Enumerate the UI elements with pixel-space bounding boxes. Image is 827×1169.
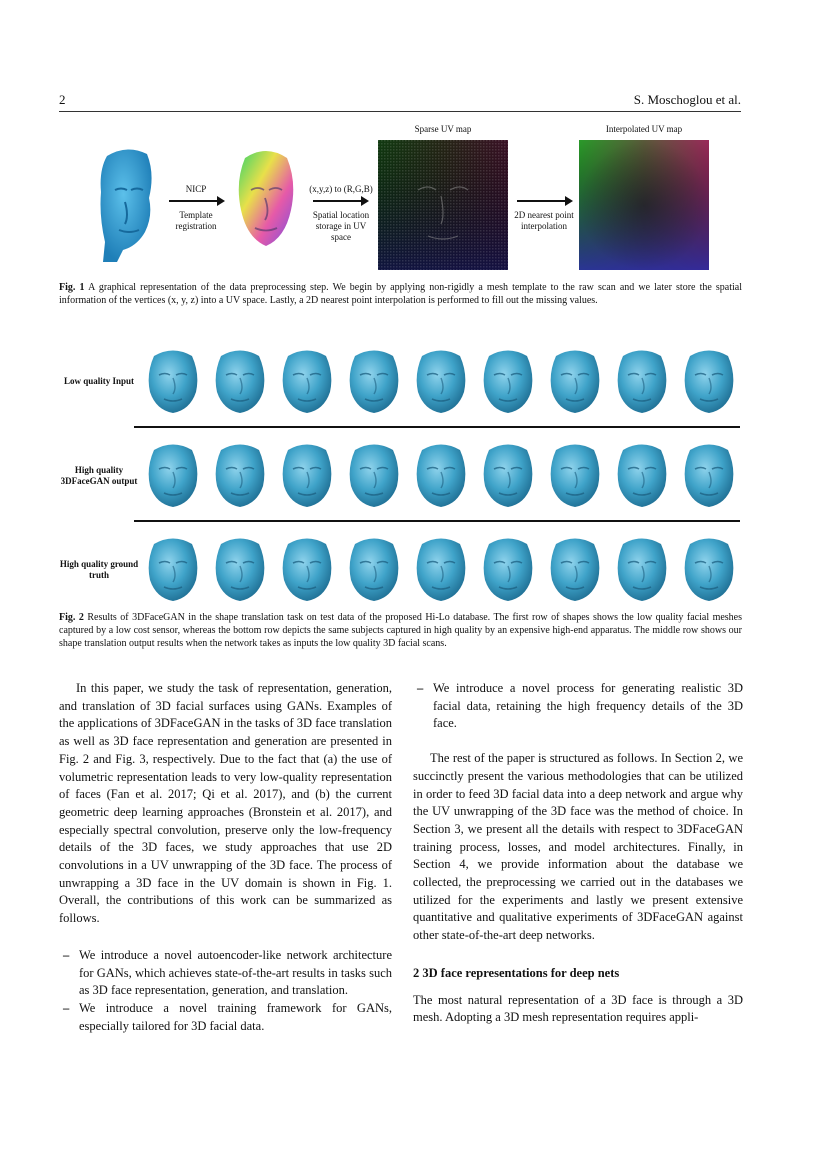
low-quality-face [481, 348, 535, 414]
ground-truth-face [213, 536, 267, 602]
low-quality-face [347, 348, 401, 414]
arrow3-line [517, 200, 567, 202]
gan-output-face [481, 442, 535, 508]
figure-2-label: Fig. 2 [59, 612, 84, 623]
ground-truth-face [347, 536, 401, 602]
header-rule [59, 111, 741, 112]
arrow3-bottom-label: 2D nearest point interpolation [514, 210, 574, 231]
figure-1-caption-text: A graphical representation of the data preprocessing step. We begin by applying non-rigidly a mesh template to the raw scan and we later store the spatial information of the vertices (x, y, z) into a UV space. Lastly, a 2D nearest point interpolation is performed to fill out the missing values. [59, 282, 742, 306]
ground-truth-face [615, 536, 669, 602]
page-number: 2 [59, 92, 66, 107]
arrow2-line [313, 200, 363, 202]
ground-truth-face [548, 536, 602, 602]
arrow1-bottom-label: Template registration [175, 210, 217, 231]
right-column [413, 680, 743, 1027]
ground-truth-face [682, 536, 736, 602]
row-label-gan-output: High quality 3DFaceGAN output [60, 465, 138, 486]
row-label-ground-truth: High quality ground truth [59, 559, 139, 580]
gan-output-face [213, 442, 267, 508]
low-quality-face [280, 348, 334, 414]
figure-1-label: Fig. 1 [59, 282, 85, 293]
ground-truth-face [481, 536, 535, 602]
gan-output-face [615, 442, 669, 508]
running-header-authors: S. Moschoglou et al. [633, 92, 741, 107]
interpolated-uv-title: Interpolated UV map [605, 124, 683, 134]
left-column [59, 680, 392, 1035]
raw-scan-image [97, 146, 159, 262]
arrow1-line [169, 200, 219, 202]
structure-paragraph: The rest of the paper is structured as follows. In Section 2, we succinctly present the various methodologies that can be utilized in order to feed 3D facial data into a deep network and argue why the UV unwrapping of the 3D face was the method of choice. In Section 3, we present all the details with respect to 3DFaceGAN training process, losses, and model architectures. Finally, in Section 4, we provide information about the database we collected, the preprocessing we carried out in the databases we utilized for the experiments and lastly we present extensive quantitative and qualitative experiments of 3DFaceGAN against other state-of-the-art deep networks. [413, 751, 743, 943]
contribution-1-text: We introduce a novel autoencoder-like network architecture for GANs, which achieves state-of-the-art results in tasks such as 3D face representation, generation, and translation. [79, 947, 392, 998]
arrow1-head-icon [217, 196, 225, 206]
sparse-uv-title: Sparse UV map [414, 124, 472, 134]
arrow2-head-icon [361, 196, 369, 206]
row-divider-1 [134, 426, 740, 428]
low-quality-face [682, 348, 736, 414]
section-2-paragraph: The most natural representation of a 3D face is through a 3D mesh. Adopting a 3D mesh representation requires appli- [413, 992, 743, 1025]
gan-output-face [280, 442, 334, 508]
figure-2-caption [59, 611, 742, 650]
gan-output-face [414, 442, 468, 508]
figure-1 [59, 118, 749, 278]
arrow2-bottom-label: Spatial location storage in UV space [312, 210, 370, 242]
low-quality-face [146, 348, 200, 414]
intro-paragraph: In this paper, we study the task of representation, generation, and translation of 3D facial surfaces using GANs. Examples of the applications of 3DFaceGAN in the tasks of 3D face translation as well as 3D face representation and generation are presented in Fig. 2 and Fig. 3, respectively. Due to the fact that (a) the use of volumetric representation leads to very low-quality representation of faces (Fan et al. 2017; Qi et al. 2017), and (b) the current geometric deep learning approaches (Bronstein et al. 2017), and especially spectral convolution, preserve only the low-frequency details of the 3D faces, we study approaches that use 2D convolutions in a UV unwrapping of the 3D face. The process of unwrapping a 3D face in the UV domain is shown in Fig. 1. Overall, the contributions of this work can be summarized as follows. [59, 681, 392, 926]
ground-truth-face [146, 536, 200, 602]
gan-output-face [347, 442, 401, 508]
low-quality-face [213, 348, 267, 414]
arrow1-top-label: NICP [185, 184, 207, 194]
figure-1-caption [59, 281, 742, 307]
low-quality-face [615, 348, 669, 414]
figure-2-caption-text: Results of 3DFaceGAN in the shape translation task on test data of the proposed Hi-Lo database. The first row of shapes shows the low quality facial meshes captured by a low cost sensor, whereas the bottom row depicts the same subjects captured in high quality by an expensive high-end apparatus. The middle row shows our shape translation output results when the network takes as inputs the low quality 3D facial scans. [59, 612, 743, 649]
ground-truth-face [280, 536, 334, 602]
contribution-2-text: We introduce a novel training framework for GANs, especially tailored for 3D facial data. [79, 1000, 392, 1033]
interpolated-uv-map-image [579, 140, 709, 270]
arrow2-top-label: (x,y,z) to (R,G,B) [309, 184, 373, 194]
gan-output-face [682, 442, 736, 508]
section-2-heading: 2 3D face representations for deep nets [413, 965, 620, 980]
ground-truth-face [414, 536, 468, 602]
arrow3-head-icon [565, 196, 573, 206]
row-divider-2 [134, 520, 740, 522]
registered-mesh-image [233, 148, 299, 248]
sparse-uv-map-image [378, 140, 508, 270]
contribution-3: – We introduce a novel process for generating realistic 3D facial data, retaining the high frequency details of the 3D face. [417, 681, 743, 731]
gan-output-face [146, 442, 200, 508]
row-label-low-quality: Low quality Input [63, 376, 135, 386]
contribution-3-text: We introduce a novel process for generating realistic 3D facial data, retaining the high frequency details of the 3D face. [433, 681, 743, 731]
contribution-2: – We introduce a novel training framework for GANs, especially tailored for 3D facial data. [63, 1000, 392, 1033]
contribution-1: – We introduce a novel autoencoder-like network architecture for GANs, which achieves state-of-the-art results in tasks such as 3D face representation, generation, and translation. [63, 947, 392, 998]
gan-output-face [548, 442, 602, 508]
low-quality-face [414, 348, 468, 414]
low-quality-face [548, 348, 602, 414]
